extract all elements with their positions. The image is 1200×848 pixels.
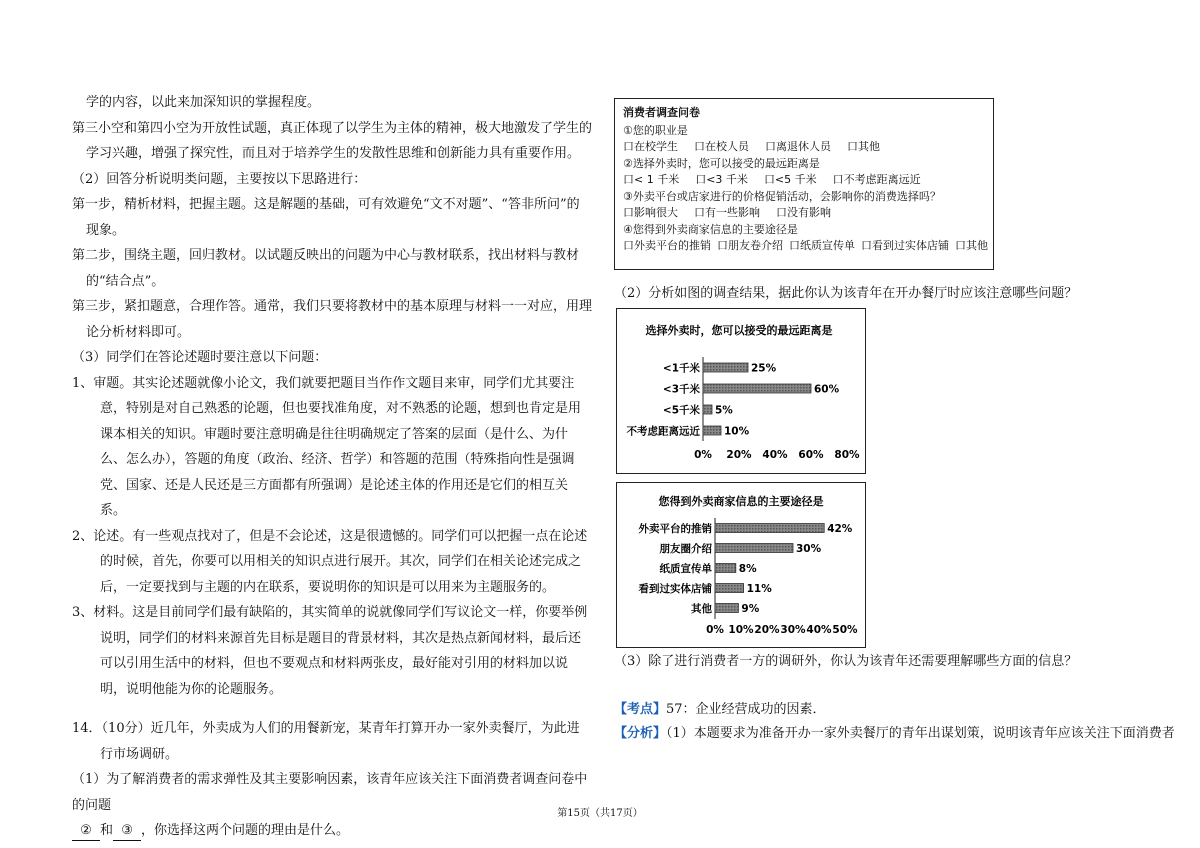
category-label: 纸质宣传单 bbox=[659, 563, 712, 575]
chart-distance-svg bbox=[617, 309, 864, 472]
question-14-part3: （3）除了进行消费者一方的调研外，你认为该青年还需要理解哪些方面的信息？ bbox=[614, 654, 1078, 669]
data-label: 30% bbox=[796, 543, 822, 555]
question-tail: ，你选择这两个问题的理由是什么。 bbox=[141, 823, 350, 838]
x-tick-label: 10% bbox=[728, 624, 754, 636]
answer-blank-1: ② bbox=[72, 822, 100, 841]
option: 口在校学生 bbox=[623, 140, 678, 153]
option: 口看到过实体店铺 bbox=[861, 239, 949, 252]
option: 口在校人员 bbox=[694, 140, 749, 153]
survey-q4: ④您得到外卖商家信息的主要途径是 bbox=[623, 222, 798, 236]
kaodian-text: 57：企业经营成功的因素． bbox=[666, 702, 826, 717]
category-label: 朋友圈介绍 bbox=[659, 543, 712, 555]
data-label: 42% bbox=[827, 523, 853, 535]
option: 口纸质宣传单 bbox=[789, 239, 855, 252]
category-label: 不考虑距离远近 bbox=[626, 425, 700, 438]
x-tick-label: 20% bbox=[754, 624, 780, 636]
paragraph: （2）回答分析说明类问题，主要按以下思路进行： bbox=[72, 171, 367, 187]
survey-box bbox=[614, 98, 994, 270]
option: 口< 1 千米 bbox=[623, 173, 680, 186]
x-tick-label: 60% bbox=[798, 449, 824, 461]
fenxi-text: （1）本题要求为准备开办一家外卖餐厅的青年出谋划策，说明该青年应该关注下面消费者 bbox=[666, 726, 1175, 741]
option: 口朋友卷介绍 bbox=[717, 239, 783, 252]
paragraph: 学的内容，以此来加深知识的掌握程度。 bbox=[86, 95, 321, 110]
data-label: 8% bbox=[738, 563, 757, 575]
data-label: 25% bbox=[751, 362, 777, 375]
bar bbox=[715, 564, 736, 573]
x-tick-label: 40% bbox=[762, 449, 788, 461]
category-label: 看到过实体店铺 bbox=[638, 583, 712, 595]
left-column bbox=[72, 90, 592, 844]
option: 口其他 bbox=[955, 239, 988, 252]
x-tick-label: 20% bbox=[726, 449, 752, 461]
page-footer: 第15页（共17页） bbox=[557, 808, 643, 819]
option: 口离退休人员 bbox=[765, 140, 831, 153]
option: 口<5 千米 bbox=[763, 173, 817, 186]
kaodian bbox=[614, 700, 1154, 720]
question-14-part1: （1）为了解消费者的需求弹性及其主要影响因素，该青年应该关注下面消费者调查问卷中的问题 bbox=[72, 772, 588, 813]
paragraph: 第二步，围绕主题，回归教材。以试题反映出的问题为中心与教材联系，找出材料与教材的“结合点”。 bbox=[72, 248, 580, 289]
chart-distance bbox=[616, 308, 866, 474]
kaodian-label: 【考点】 bbox=[614, 702, 667, 717]
x-tick-label: 50% bbox=[832, 624, 858, 636]
survey-q2: ②选择外卖时，您可以接受的最远距离是 bbox=[623, 156, 820, 170]
survey-q1-options bbox=[623, 139, 985, 156]
data-label: 5% bbox=[715, 404, 733, 417]
paragraph: 第三步，紧扣题意，合理作答。通常，我们只要将教材中的基本原理与材料一一对应，用理论分析材料即可。 bbox=[72, 299, 593, 340]
survey-q1: ①您的职业是 bbox=[623, 123, 688, 137]
chart-title: 选择外卖时，您可以接受的最远距离是 bbox=[645, 324, 833, 337]
question-14-part1-answer bbox=[72, 818, 592, 844]
chart-info-source-svg bbox=[617, 483, 864, 646]
option: 口影响很大 bbox=[623, 206, 678, 219]
question-14-part2: （2）分析如图的调查结果，据此你认为该青年在开办餐厅时应该注意哪些问题？ bbox=[614, 286, 1078, 301]
survey-q4-options bbox=[623, 238, 988, 255]
data-label: 11% bbox=[746, 583, 772, 595]
paragraph: 第三小空和第四小空为开放性试题，真正体现了以学生为主体的精神，极大地激发了学生的学习兴趣，增强了探究性，而且对于培养学生的发散性思维和创新能力具有重要作用。 bbox=[72, 120, 593, 161]
paragraph: 1、审题。其实论述题就像小论文，我们就要把题目当作作文题目来审，同学们尤其要注意，特别是对自己熟悉的论题，但也要找准角度，对不熟悉的论题，想到也肯定是用课本相关的知识。审题时要注意明确是往往明确规定了答案的层面（是什么、为什么、怎么办），答题的角度（政治、经济、哲学）和答题的范围（特殊指向性是强调党、国家、还是人民还是三方面都有所强调）是论述主体的作用还是它们的相互关系。 bbox=[72, 375, 582, 518]
data-label: 10% bbox=[724, 425, 750, 438]
x-tick-label: 80% bbox=[834, 449, 860, 461]
bar bbox=[703, 405, 712, 414]
bar bbox=[715, 604, 738, 613]
category-label: <1千米 bbox=[662, 362, 700, 375]
survey-title: 消费者调查问卷 bbox=[623, 106, 700, 119]
chart-info-source bbox=[616, 482, 866, 648]
x-tick-label: 0% bbox=[706, 624, 724, 636]
paragraph: 第一步，精析材料，把握主题。这是解题的基础，可有效避免“文不对题”、“答非所问”的现象。 bbox=[72, 197, 580, 238]
paragraph: 2、论述。有一些观点找对了，但是不会论述，这是很遗憾的。同学们可以把握一点在论述的时候，首先，你要可以用相关的知识点进行展开。其次，同学们在相关论述完成之后，一定要找到与主题的内在联系，要说明你的知识是可以用来为主题服务的。 bbox=[72, 528, 588, 595]
data-label: 60% bbox=[814, 383, 840, 396]
paragraph: 3、材料。这是目前同学们最有缺陷的，其实简单的说就像同学们写议论文一样，你要举例说明，同学们的材料来源首先目标是题目的背景材料，其次是热点新闻材料，最后还可以引用生活中的材料，但也不要观点和材料两张皮，最好能对引用的材料加以说明，说明他能为你的论题服务。 bbox=[72, 605, 588, 697]
option: 口<3 千米 bbox=[695, 173, 748, 186]
bar bbox=[703, 363, 748, 372]
category-label: <3千米 bbox=[662, 383, 700, 396]
survey-q2-options bbox=[623, 172, 985, 189]
survey-q3-options bbox=[623, 205, 985, 222]
bar bbox=[715, 544, 793, 553]
fenxi bbox=[614, 724, 1174, 744]
question-14: 14．（10分）近几年，外卖成为人们的用餐新宠，某青年打算开办一家外卖餐厅，为此进行市场调研。 bbox=[72, 721, 580, 762]
option: 口有一些影响 bbox=[694, 206, 760, 219]
option: 口不考虑距离远近 bbox=[832, 173, 921, 186]
chart-title: 您得到外卖商家信息的主要途径是 bbox=[658, 495, 824, 508]
category-label: <5千米 bbox=[662, 404, 700, 417]
option: 口没有影响 bbox=[776, 206, 831, 219]
bar bbox=[715, 584, 744, 593]
bar bbox=[703, 384, 811, 393]
and-text: 和 bbox=[100, 823, 114, 838]
x-tick-label: 30% bbox=[780, 624, 806, 636]
x-tick-label: 0% bbox=[694, 449, 712, 461]
category-label: 其他 bbox=[691, 603, 712, 615]
fenxi-label: 【分析】 bbox=[614, 726, 667, 741]
data-label: 9% bbox=[741, 603, 760, 615]
category-label: 外卖平台的推销 bbox=[638, 523, 712, 535]
answer-blank-2: ③ bbox=[113, 822, 141, 841]
bar bbox=[703, 426, 721, 435]
survey-q3: ③外卖平台或店家进行的价格促销活动，会影响你的消费选择吗？ bbox=[623, 189, 941, 203]
x-tick-label: 40% bbox=[806, 624, 832, 636]
bar bbox=[715, 524, 824, 533]
option: 口外卖平台的推销 bbox=[623, 239, 711, 252]
paragraph: （3）同学们在答论述题时要注意以下问题： bbox=[72, 350, 328, 365]
option: 口其他 bbox=[847, 140, 880, 153]
